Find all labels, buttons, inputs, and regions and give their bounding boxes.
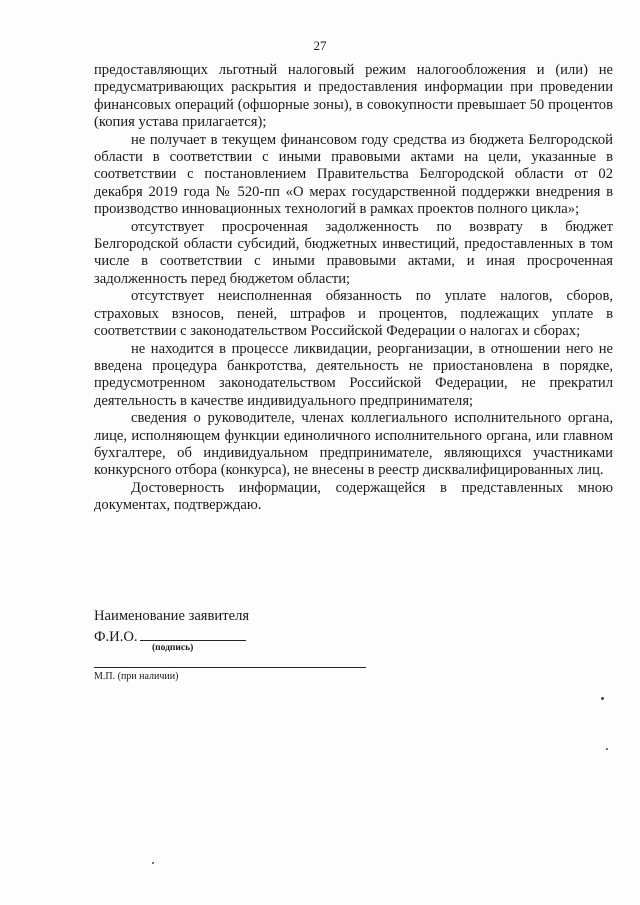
stamp-caption: М.П. (при наличии) <box>94 671 179 682</box>
applicant-name-label: Наименование заявителя <box>94 608 250 624</box>
paragraph-not-in-liquidation: не находится в процессе ликвидации, реорганизации, в отношении него не введена процедура банкротства, деятельность не приостановлена в порядке, предусмотренном законодательством Российской Федерации, не прекратил деятельность в качестве индивидуального предпринимателя; <box>94 340 613 409</box>
scan-speck-mark <box>601 697 604 700</box>
paragraph-not-disqualified: сведения о руководителе, членах коллегиального исполнительного органа, лице, исполняющем функции единоличного исполнительного органа, или главном бухгалтере, об индивидуальном предпринимателе, являющихся участниками конкурсного отбора (конкурса), не внесены в реестр дисквалифицированных лиц. <box>94 410 613 479</box>
body-text <box>94 62 613 515</box>
signature-line <box>140 626 246 641</box>
stamp-divider <box>94 667 366 668</box>
paragraph-no-other-funds: не получает в текущем финансовом году средства из бюджета Белгородской области в соответствии с иными правовыми актами на цели, указанные в соответствии с постановлением Правительства Белгородской области от 02 декабря 2019 года № 520-пп «О мерах государственной поддержки внедрения в производство инновационных технологий в рамках проектов полного цикла»; <box>94 131 613 218</box>
scan-speck-mark <box>152 862 154 864</box>
page-number: 27 <box>313 38 327 53</box>
signature-caption: (подпись) <box>152 643 194 653</box>
fio-label: Ф.И.О. <box>94 629 138 645</box>
paragraph-no-overdue-debt: отсутствует просроченная задолженность по возврату в бюджет Белгородской области субсидий, бюджетных инвестиций, предоставленных в том числе в соответствии с иными правовыми актами, и иная просроченная задолженность перед бюджетом области; <box>94 218 613 287</box>
paragraph-certification: Достоверность информации, содержащейся в представленных мною документах, подтверждаю. <box>94 479 613 514</box>
paragraph-no-tax-arrears: отсутствует неисполненная обязанность по уплате налогов, сборов, страховых взносов, пеней, штрафов и процентов, подлежащих уплате в соответствии с законодательством Российской Федерации о налогах и сборах; <box>94 288 613 340</box>
scan-speck-mark <box>606 748 608 750</box>
paragraph-offshore-continuation: предоставляющих льготный налоговый режим налогообложения и (или) не предусматривающих раскрытия и предоставления информации при проведении финансовых операций (офшорные зоны), в совокупности превышает 50 процентов (копия устава прилагается); <box>94 62 613 131</box>
signature-block <box>94 606 494 647</box>
